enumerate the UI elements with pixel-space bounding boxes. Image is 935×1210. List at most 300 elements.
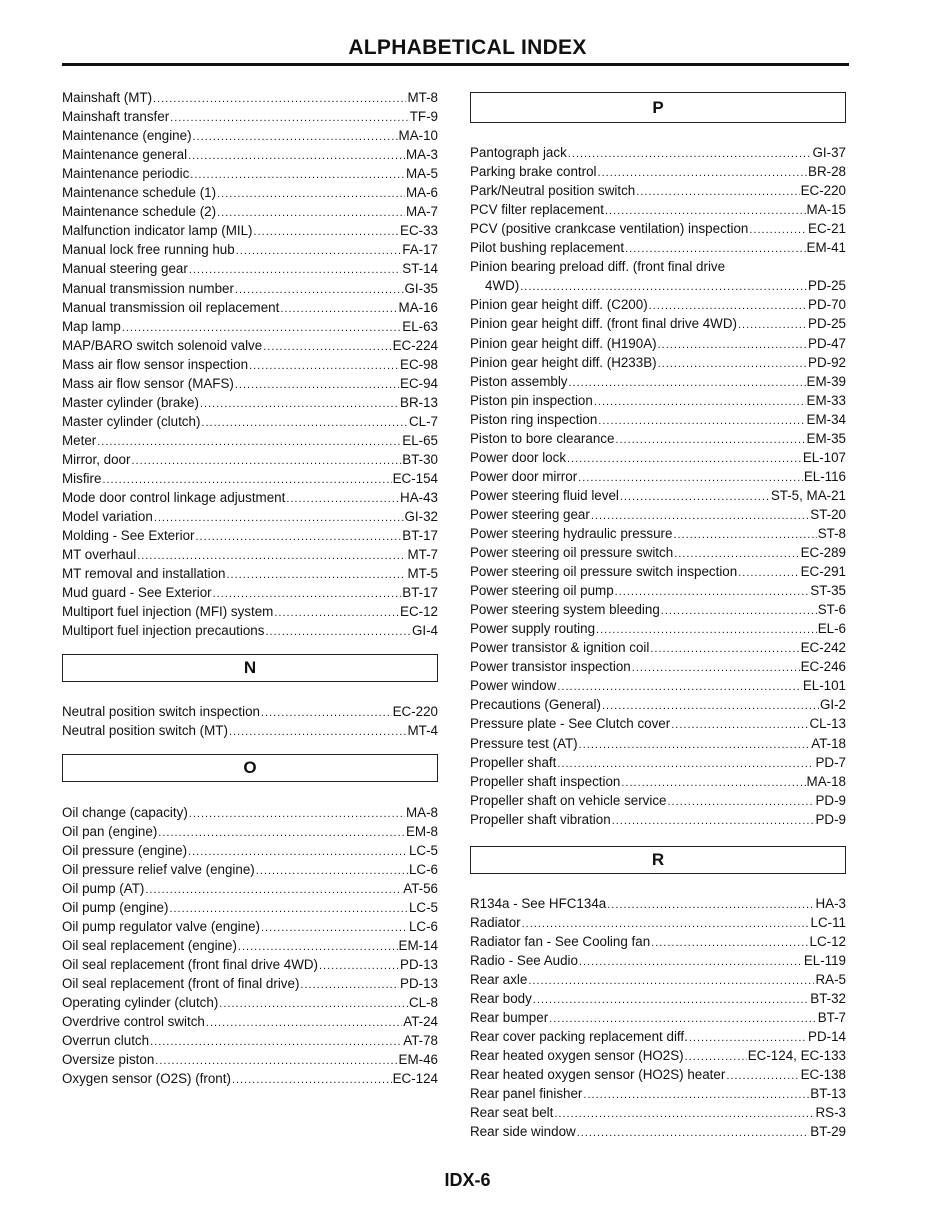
entry-page-ref: EM-8	[406, 823, 438, 839]
dot-leader	[636, 181, 799, 200]
index-entry	[62, 278, 438, 297]
entry-term: Rear body	[470, 990, 532, 1006]
entry-term: Rear cover packing replacement diff.	[470, 1029, 688, 1045]
entry-page-ref: MT-8	[407, 90, 438, 106]
entry-term: Pantograph jack	[470, 145, 567, 161]
dot-leader	[235, 374, 399, 393]
index-entry	[62, 469, 438, 488]
entry-page-ref: ST-5, MA-21	[770, 487, 846, 503]
index-section-p	[470, 143, 846, 829]
entry-page-ref: AT-78	[403, 1033, 438, 1049]
index-entry	[470, 894, 846, 913]
entry-page-ref: EC-246	[800, 659, 846, 675]
entry-term: Oil pump (engine)	[62, 899, 169, 915]
entry-page-ref: EC-33	[400, 223, 438, 239]
index-entry	[470, 619, 846, 638]
entry-term: Piston to bore clearance	[470, 430, 615, 446]
dot-leader	[668, 791, 815, 810]
index-entry	[62, 564, 438, 583]
entry-term: Power steering oil pump	[470, 583, 614, 599]
index-entry	[62, 298, 438, 317]
entry-page-ref: EC-289	[800, 545, 846, 561]
dot-leader	[188, 841, 408, 860]
index-entry	[470, 486, 846, 505]
index-entry	[62, 955, 438, 974]
entry-term: 4WD)	[485, 278, 520, 294]
entry-page-ref: MA-10	[398, 128, 438, 144]
entry-page-ref: PD-47	[808, 335, 846, 351]
entry-page-ref: CL-7	[408, 413, 438, 429]
entry-page-ref: BT-32	[810, 990, 846, 1006]
dot-leader	[229, 721, 407, 740]
index-entry	[62, 1069, 438, 1088]
entry-term: Meter	[62, 432, 97, 448]
entry-page-ref: GI-35	[404, 280, 438, 296]
entry-page-ref: BT-17	[402, 528, 438, 544]
entry-page-ref: EC-224	[392, 337, 438, 353]
index-entry	[470, 391, 846, 410]
entry-term: MT overhaul	[62, 547, 137, 563]
dot-leader	[605, 200, 806, 219]
title-underline	[62, 63, 849, 66]
entry-page-ref: PD-25	[808, 316, 846, 332]
index-entry	[62, 317, 438, 336]
entry-term: Maintenance schedule (2)	[62, 204, 217, 220]
entry-page-ref: PD-13	[400, 956, 438, 972]
index-entry	[470, 733, 846, 752]
entry-page-ref: EC-154	[392, 470, 438, 486]
index-entry	[62, 602, 438, 621]
entry-page-ref: CL-8	[408, 994, 438, 1010]
index-entry	[62, 507, 438, 526]
entry-term: MAP/BARO switch solenoid valve	[62, 337, 263, 353]
entry-page-ref: EL-101	[802, 678, 846, 694]
dot-leader	[549, 1008, 817, 1027]
entry-page-ref: EL-65	[402, 432, 438, 448]
entry-term: Overrun clutch	[62, 1033, 150, 1049]
entry-page-ref: EM-33	[806, 392, 846, 408]
index-entry	[62, 1050, 438, 1069]
entry-term: Master cylinder (clutch)	[62, 413, 201, 429]
dot-leader	[195, 526, 401, 545]
dot-leader	[249, 355, 399, 374]
index-entry	[470, 989, 846, 1008]
index-entry	[470, 276, 846, 295]
entry-term: Power window	[470, 678, 557, 694]
dot-leader	[671, 714, 808, 733]
entry-page-ref: EC-94	[400, 375, 438, 391]
index-entry	[62, 412, 438, 431]
entry-page-ref: ST-35	[810, 583, 846, 599]
entry-term: Oil pressure relief valve (engine)	[62, 861, 255, 877]
entry-term: Master cylinder (brake)	[62, 394, 199, 410]
dot-leader	[137, 545, 406, 564]
entry-page-ref: MA-7	[406, 204, 438, 220]
dot-leader	[621, 772, 805, 791]
dot-leader	[154, 507, 404, 526]
index-entry	[470, 543, 846, 562]
entry-term: Mass air flow sensor inspection	[62, 356, 249, 372]
index-entry	[470, 372, 846, 391]
index-entry	[470, 353, 846, 372]
entry-page-ref: BR-28	[808, 164, 846, 180]
entry-page-ref: MA-8	[406, 804, 438, 820]
index-entry	[470, 913, 846, 932]
entry-term: Power door mirror	[470, 468, 578, 484]
dot-leader	[190, 164, 405, 183]
entry-term: Model variation	[62, 509, 153, 525]
entry-term: Propeller shaft vibration	[470, 811, 611, 827]
dot-leader	[749, 219, 807, 238]
dot-leader	[612, 810, 815, 829]
index-entry	[62, 393, 438, 412]
entry-term: Propeller shaft on vehicle service	[470, 792, 667, 808]
entry-term: Parking brake control	[470, 164, 597, 180]
dot-leader	[632, 657, 800, 676]
entry-term: Neutral position switch inspection	[62, 704, 260, 720]
entry-term: PCV (positive crankcase ventilation) inspection	[470, 221, 749, 237]
dot-leader	[577, 1122, 810, 1141]
index-entry	[62, 545, 438, 564]
dot-leader	[602, 695, 819, 714]
index-entry	[62, 802, 438, 821]
index-entry	[470, 505, 846, 524]
entry-term: Rear side window	[470, 1124, 576, 1140]
entry-page-ref: MA-15	[806, 202, 846, 218]
dot-leader	[620, 486, 770, 505]
dot-leader	[201, 412, 408, 431]
dot-leader	[169, 898, 408, 917]
entry-term: Precautions (General)	[470, 697, 601, 713]
entry-term: Maintenance schedule (1)	[62, 185, 217, 201]
entry-term: Piston assembly	[470, 373, 568, 389]
entry-page-ref: LC-6	[408, 918, 438, 934]
entry-page-ref: MA-3	[406, 147, 438, 163]
entry-page-ref: EC-21	[808, 221, 846, 237]
index-entry	[470, 448, 846, 467]
entry-page-ref: ST-14	[402, 261, 438, 277]
entry-page-ref: PD-13	[400, 975, 438, 991]
entry-page-ref: GI-32	[404, 509, 438, 525]
index-entry	[470, 600, 846, 619]
entry-term: Propeller shaft	[470, 754, 557, 770]
entry-term: Manual lock free running hub	[62, 242, 235, 258]
index-entry	[62, 431, 438, 450]
dot-leader	[594, 391, 806, 410]
entry-term: Manual transmission number	[62, 280, 234, 296]
dot-leader	[650, 638, 799, 657]
index-entry	[470, 1046, 846, 1065]
dot-leader	[97, 431, 401, 450]
entry-page-ref: ST-6	[817, 602, 846, 618]
index-entry	[62, 355, 438, 374]
index-entry	[62, 107, 438, 126]
index-entry	[470, 1027, 846, 1046]
entry-term: Mirror, door	[62, 451, 131, 467]
index-entry	[62, 145, 438, 164]
entry-page-ref: EC-220	[800, 183, 846, 199]
index-entry	[62, 721, 438, 740]
entry-page-ref: AT-18	[811, 735, 846, 751]
dot-leader	[685, 1046, 747, 1065]
dot-leader	[607, 894, 814, 913]
entry-page-ref: EL-116	[803, 468, 846, 484]
entry-term: Power supply routing	[470, 621, 596, 637]
section-header-p: P	[470, 92, 846, 123]
entry-page-ref: EM-41	[806, 240, 846, 256]
dot-leader	[567, 448, 802, 467]
entry-page-ref: TF-9	[409, 109, 438, 125]
entry-page-ref: PD-7	[815, 754, 846, 770]
entry-term: MT removal and installation	[62, 566, 226, 582]
entry-term: Misfire	[62, 470, 102, 486]
index-entry	[470, 1008, 846, 1027]
index-entry	[470, 791, 846, 810]
dot-leader	[300, 974, 399, 993]
dot-leader	[238, 936, 398, 955]
dot-leader	[568, 143, 812, 162]
entry-page-ref: LC-6	[408, 861, 438, 877]
dot-leader	[554, 1103, 814, 1122]
dot-leader	[557, 753, 814, 772]
index-entry	[62, 860, 438, 879]
dot-leader	[661, 600, 817, 619]
dot-leader	[254, 221, 400, 240]
dot-leader	[673, 524, 816, 543]
entry-term: Mode door control linkage adjustment	[62, 490, 286, 506]
index-entry	[470, 410, 846, 429]
entry-term: Power steering oil pressure switch	[470, 545, 674, 561]
entry-page-ref: MA-6	[406, 185, 438, 201]
entry-term: Power steering oil pressure switch inspection	[470, 564, 738, 580]
entry-term: Manual transmission oil replacement	[62, 299, 280, 315]
entry-page-ref: MA-5	[406, 166, 438, 182]
entry-term: Rear seat belt	[470, 1105, 554, 1121]
entry-page-ref: RS-3	[815, 1105, 846, 1121]
entry-page-ref: PD-70	[808, 297, 846, 313]
dot-leader	[153, 88, 406, 107]
index-entry	[62, 202, 438, 221]
entry-page-ref: LC-5	[408, 842, 438, 858]
index-entry	[470, 714, 846, 733]
dot-leader	[528, 970, 814, 989]
index-entry	[62, 336, 438, 355]
index-entry	[62, 879, 438, 898]
index-entry	[62, 917, 438, 936]
entry-term: Piston pin inspection	[470, 392, 593, 408]
entry-page-ref: EL-6	[817, 621, 846, 637]
entry-page-ref: BT-30	[402, 451, 438, 467]
entry-page-ref: EM-34	[806, 411, 846, 427]
dot-leader	[533, 989, 809, 1008]
index-entry	[62, 898, 438, 917]
entry-term: Maintenance general	[62, 147, 188, 163]
dot-leader	[674, 543, 799, 562]
entry-term: Power steering system bleeding	[470, 602, 660, 618]
entry-term: Rear panel finisher	[470, 1086, 583, 1102]
entry-page-ref: HA-3	[815, 895, 846, 911]
entry-term: Neutral position switch (MT)	[62, 723, 228, 739]
entry-page-ref: PD-14	[808, 1029, 846, 1045]
dot-leader	[189, 803, 405, 822]
entry-page-ref: EC-138	[800, 1067, 846, 1083]
dot-leader	[217, 202, 405, 221]
section-header-o: O	[62, 754, 438, 782]
entry-term: Oxygen sensor (O2S) (front)	[62, 1071, 231, 1087]
entry-term: PCV filter replacement	[470, 202, 604, 218]
dot-leader	[145, 879, 402, 898]
dot-leader	[569, 372, 806, 391]
dot-leader	[170, 107, 409, 126]
index-entry	[62, 126, 438, 145]
dot-leader	[263, 336, 391, 355]
dot-leader	[520, 276, 807, 295]
dot-leader	[726, 1065, 799, 1084]
entry-term: R134a - See HFC134a	[470, 895, 607, 911]
index-entry	[470, 932, 846, 951]
index-entry	[62, 993, 438, 1012]
entry-term: Pinion bearing preload diff. (front final drive	[470, 259, 726, 275]
entry-page-ref: EC-124	[392, 1071, 438, 1087]
index-entry	[62, 974, 438, 993]
dot-leader	[213, 583, 402, 602]
index-entry	[62, 374, 438, 393]
dot-leader	[261, 917, 408, 936]
entry-term: Oil pump (AT)	[62, 880, 145, 896]
dot-leader	[274, 602, 399, 621]
dot-leader	[102, 469, 391, 488]
dot-leader	[658, 353, 807, 372]
page-number: IDX-6	[444, 1170, 491, 1190]
entry-page-ref: BR-13	[400, 394, 438, 410]
entry-term: Pinion gear height diff. (front final drive 4WD)	[470, 316, 737, 332]
entry-page-ref: EC-12	[400, 604, 438, 620]
entry-term: Power door lock	[470, 449, 567, 465]
entry-term: Manual steering gear	[62, 261, 188, 277]
dot-leader	[583, 1084, 809, 1103]
index-entry	[62, 450, 438, 469]
index-entry	[62, 240, 438, 259]
entry-term: Oil seal replacement (front of final drive)	[62, 975, 300, 991]
dot-leader	[615, 429, 805, 448]
index-entry	[470, 1103, 846, 1122]
dot-leader	[557, 676, 801, 695]
entry-term: Pressure test (AT)	[470, 735, 578, 751]
dot-leader	[235, 279, 404, 298]
entry-page-ref: MA-16	[398, 299, 438, 315]
index-entry	[62, 259, 438, 278]
entry-term: Overdrive control switch	[62, 1014, 205, 1030]
index-entry	[470, 562, 846, 581]
index-entry	[470, 314, 846, 333]
entry-term: Maintenance periodic	[62, 166, 190, 182]
entry-page-ref: AT-56	[403, 880, 438, 896]
index-entry	[470, 1065, 846, 1084]
entry-page-ref: EC-291	[800, 564, 846, 580]
index-entry	[62, 621, 438, 640]
dot-leader	[591, 505, 809, 524]
index-entry	[470, 162, 846, 181]
dot-leader	[649, 295, 807, 314]
entry-term: Pressure plate - See Clutch cover	[470, 716, 671, 732]
index-entry	[470, 257, 846, 276]
entry-page-ref: BT-17	[402, 585, 438, 601]
dot-leader	[256, 860, 408, 879]
entry-page-ref: EM-14	[398, 937, 438, 953]
entry-term: Rear bumper	[470, 1010, 549, 1026]
entry-page-ref: EL-107	[802, 449, 846, 465]
entry-page-ref: EM-46	[398, 1052, 438, 1068]
entry-term: Radio - See Audio	[470, 952, 578, 968]
index-entry	[470, 951, 846, 970]
entry-term: Mass air flow sensor (MAFS)	[62, 375, 234, 391]
entry-page-ref: PD-9	[815, 792, 846, 808]
dot-leader	[319, 955, 399, 974]
entry-page-ref: AT-24	[403, 1014, 438, 1030]
dot-leader	[579, 951, 803, 970]
entry-term: Rear heated oxygen sensor (HO2S) heater	[470, 1067, 726, 1083]
entry-term: Pinion gear height diff. (H190A)	[470, 335, 657, 351]
index-entry	[470, 970, 846, 989]
entry-page-ref: RA-5	[815, 971, 846, 987]
entry-term: Multiport fuel injection precautions	[62, 623, 265, 639]
dot-leader	[155, 1050, 397, 1069]
dot-leader	[522, 913, 810, 932]
entry-page-ref: EC-220	[392, 704, 438, 720]
dot-leader	[219, 993, 408, 1012]
entry-term: Malfunction indicator lamp (MIL)	[62, 223, 253, 239]
dot-leader	[150, 1031, 402, 1050]
entry-page-ref: MA-18	[806, 773, 846, 789]
dot-leader	[200, 393, 399, 412]
entry-page-ref: LC-5	[408, 899, 438, 915]
entry-page-ref: EM-35	[806, 430, 846, 446]
entry-term: Oil pan (engine)	[62, 823, 158, 839]
dot-leader	[265, 621, 410, 640]
index-entry	[470, 695, 846, 714]
entry-page-ref: PD-9	[815, 811, 846, 827]
entry-page-ref: MT-7	[407, 547, 438, 563]
entry-page-ref: ST-20	[810, 506, 846, 522]
dot-leader	[651, 932, 808, 951]
entry-term: Multiport fuel injection (MFI) system	[62, 604, 274, 620]
index-entry	[62, 702, 438, 721]
index-section-m	[62, 88, 438, 640]
entry-page-ref: ST-8	[817, 525, 846, 541]
dot-leader	[598, 162, 808, 181]
index-entry	[62, 488, 438, 507]
entry-term: Oil seal replacement (engine)	[62, 937, 237, 953]
dot-leader	[227, 564, 407, 583]
entry-page-ref: BT-13	[810, 1086, 846, 1102]
entry-term: Radiator fan - See Cooling fan	[470, 933, 651, 949]
index-entry	[470, 467, 846, 486]
index-entry	[62, 841, 438, 860]
index-entry	[470, 810, 846, 829]
dot-leader	[217, 183, 405, 202]
index-entry	[470, 1084, 846, 1103]
index-entry	[470, 295, 846, 314]
dot-leader	[579, 734, 811, 753]
index-entry	[62, 936, 438, 955]
entry-term: Maintenance (engine)	[62, 128, 192, 144]
index-section-n	[62, 702, 438, 740]
index-entry	[62, 183, 438, 202]
entry-term: Rear axle	[470, 971, 528, 987]
dot-leader	[286, 488, 399, 507]
dot-leader	[578, 467, 803, 486]
section-header-n: N	[62, 654, 438, 682]
